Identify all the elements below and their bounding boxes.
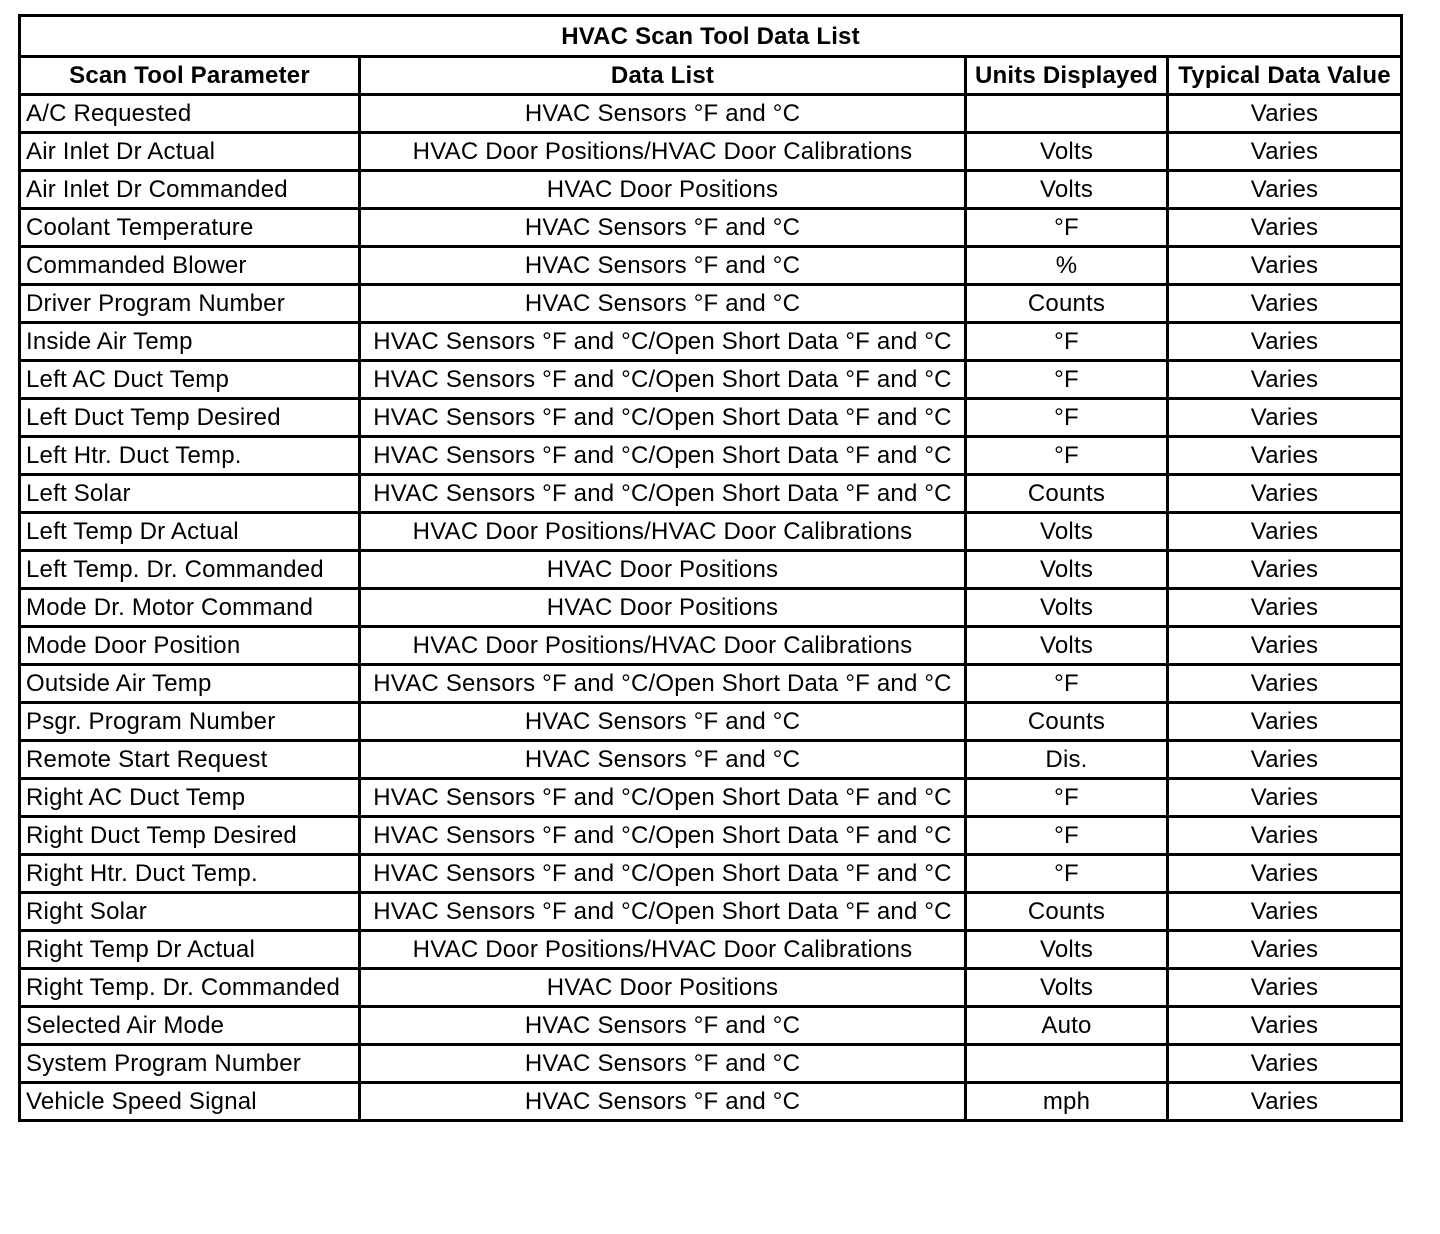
units-cell: Auto bbox=[966, 1007, 1168, 1045]
table-row bbox=[20, 931, 1402, 969]
parameter-cell: Right Temp. Dr. Commanded bbox=[20, 969, 360, 1007]
data-list-cell: HVAC Door Positions bbox=[360, 551, 966, 589]
parameter-cell: Air Inlet Dr Actual bbox=[20, 133, 360, 171]
units-cell bbox=[966, 1045, 1168, 1083]
table-row bbox=[20, 285, 1402, 323]
typical-value-cell: Varies bbox=[1168, 513, 1402, 551]
typical-value-cell: Varies bbox=[1168, 361, 1402, 399]
units-cell: °F bbox=[966, 323, 1168, 361]
units-cell: Volts bbox=[966, 133, 1168, 171]
typical-value-cell: Varies bbox=[1168, 1045, 1402, 1083]
table-row bbox=[20, 133, 1402, 171]
data-list-cell: HVAC Door Positions bbox=[360, 969, 966, 1007]
units-cell: Volts bbox=[966, 627, 1168, 665]
units-cell: Dis. bbox=[966, 741, 1168, 779]
typical-value-cell: Varies bbox=[1168, 931, 1402, 969]
parameter-cell: Left AC Duct Temp bbox=[20, 361, 360, 399]
typical-value-cell: Varies bbox=[1168, 247, 1402, 285]
data-list-cell: HVAC Sensors °F and °C bbox=[360, 741, 966, 779]
table-row bbox=[20, 893, 1402, 931]
parameter-cell: A/C Requested bbox=[20, 95, 360, 133]
data-list-cell: HVAC Sensors °F and °C bbox=[360, 247, 966, 285]
units-cell: °F bbox=[966, 855, 1168, 893]
parameter-cell: Right Temp Dr Actual bbox=[20, 931, 360, 969]
parameter-cell: Right Htr. Duct Temp. bbox=[20, 855, 360, 893]
table-row bbox=[20, 969, 1402, 1007]
data-list-cell: HVAC Door Positions/HVAC Door Calibrations bbox=[360, 931, 966, 969]
typical-value-cell: Varies bbox=[1168, 475, 1402, 513]
table-row bbox=[20, 399, 1402, 437]
table-row bbox=[20, 665, 1402, 703]
typical-value-cell: Varies bbox=[1168, 703, 1402, 741]
table-row bbox=[20, 627, 1402, 665]
units-cell: °F bbox=[966, 779, 1168, 817]
table-row bbox=[20, 209, 1402, 247]
typical-value-cell: Varies bbox=[1168, 437, 1402, 475]
units-cell: Volts bbox=[966, 513, 1168, 551]
table-row bbox=[20, 779, 1402, 817]
data-list-cell: HVAC Sensors °F and °C bbox=[360, 1083, 966, 1121]
data-list-cell: HVAC Door Positions/HVAC Door Calibrations bbox=[360, 133, 966, 171]
typical-value-cell: Varies bbox=[1168, 323, 1402, 361]
data-list-cell: HVAC Sensors °F and °C/Open Short Data °F and °C bbox=[360, 817, 966, 855]
typical-value-cell: Varies bbox=[1168, 969, 1402, 1007]
table-row bbox=[20, 551, 1402, 589]
units-cell: °F bbox=[966, 817, 1168, 855]
table-row bbox=[20, 1083, 1402, 1121]
parameter-cell: Left Solar bbox=[20, 475, 360, 513]
table-row bbox=[20, 171, 1402, 209]
typical-value-cell: Varies bbox=[1168, 209, 1402, 247]
title-row bbox=[20, 16, 1402, 57]
typical-value-cell: Varies bbox=[1168, 171, 1402, 209]
typical-value-cell: Varies bbox=[1168, 95, 1402, 133]
typical-value-cell: Varies bbox=[1168, 779, 1402, 817]
data-list-cell: HVAC Sensors °F and °C bbox=[360, 209, 966, 247]
typical-value-cell: Varies bbox=[1168, 285, 1402, 323]
hvac-scan-tool-table bbox=[18, 14, 1403, 1122]
data-table-container bbox=[18, 14, 1400, 1122]
parameter-cell: Air Inlet Dr Commanded bbox=[20, 171, 360, 209]
typical-value-cell: Varies bbox=[1168, 627, 1402, 665]
table-body bbox=[20, 95, 1402, 1121]
data-list-cell: HVAC Sensors °F and °C bbox=[360, 1007, 966, 1045]
units-cell: °F bbox=[966, 665, 1168, 703]
parameter-cell: Outside Air Temp bbox=[20, 665, 360, 703]
typical-value-cell: Varies bbox=[1168, 817, 1402, 855]
units-cell: Counts bbox=[966, 703, 1168, 741]
data-list-cell: HVAC Sensors °F and °C/Open Short Data °F and °C bbox=[360, 893, 966, 931]
data-list-cell: HVAC Sensors °F and °C/Open Short Data °F and °C bbox=[360, 361, 966, 399]
typical-value-cell: Varies bbox=[1168, 1007, 1402, 1045]
table-row bbox=[20, 741, 1402, 779]
header-row bbox=[20, 57, 1402, 95]
data-list-cell: HVAC Sensors °F and °C bbox=[360, 285, 966, 323]
parameter-cell: Psgr. Program Number bbox=[20, 703, 360, 741]
table-row bbox=[20, 817, 1402, 855]
parameter-cell: Left Duct Temp Desired bbox=[20, 399, 360, 437]
units-cell: °F bbox=[966, 437, 1168, 475]
units-cell: °F bbox=[966, 361, 1168, 399]
units-cell: °F bbox=[966, 209, 1168, 247]
typical-value-cell: Varies bbox=[1168, 133, 1402, 171]
column-header-parameter: Scan Tool Parameter bbox=[20, 57, 360, 95]
data-list-cell: HVAC Sensors °F and °C bbox=[360, 95, 966, 133]
data-list-cell: HVAC Sensors °F and °C/Open Short Data °F and °C bbox=[360, 323, 966, 361]
data-list-cell: HVAC Door Positions bbox=[360, 589, 966, 627]
units-cell: Volts bbox=[966, 589, 1168, 627]
parameter-cell: Selected Air Mode bbox=[20, 1007, 360, 1045]
table-row bbox=[20, 855, 1402, 893]
data-list-cell: HVAC Sensors °F and °C/Open Short Data °F and °C bbox=[360, 665, 966, 703]
units-cell: Counts bbox=[966, 285, 1168, 323]
data-list-cell: HVAC Sensors °F and °C/Open Short Data °F and °C bbox=[360, 779, 966, 817]
data-list-cell: HVAC Sensors °F and °C/Open Short Data °F and °C bbox=[360, 399, 966, 437]
parameter-cell: Coolant Temperature bbox=[20, 209, 360, 247]
data-list-cell: HVAC Sensors °F and °C/Open Short Data °F and °C bbox=[360, 475, 966, 513]
parameter-cell: Mode Dr. Motor Command bbox=[20, 589, 360, 627]
parameter-cell: Left Htr. Duct Temp. bbox=[20, 437, 360, 475]
units-cell: Counts bbox=[966, 893, 1168, 931]
table-row bbox=[20, 1045, 1402, 1083]
units-cell: Volts bbox=[966, 931, 1168, 969]
parameter-cell: Right Duct Temp Desired bbox=[20, 817, 360, 855]
units-cell: % bbox=[966, 247, 1168, 285]
units-cell: Volts bbox=[966, 171, 1168, 209]
typical-value-cell: Varies bbox=[1168, 741, 1402, 779]
typical-value-cell: Varies bbox=[1168, 1083, 1402, 1121]
units-cell: mph bbox=[966, 1083, 1168, 1121]
data-list-cell: HVAC Door Positions/HVAC Door Calibrations bbox=[360, 627, 966, 665]
data-list-cell: HVAC Sensors °F and °C bbox=[360, 1045, 966, 1083]
table-row bbox=[20, 589, 1402, 627]
parameter-cell: Right AC Duct Temp bbox=[20, 779, 360, 817]
table-row bbox=[20, 703, 1402, 741]
table-row bbox=[20, 475, 1402, 513]
table-row bbox=[20, 247, 1402, 285]
typical-value-cell: Varies bbox=[1168, 551, 1402, 589]
column-header-units: Units Displayed bbox=[966, 57, 1168, 95]
typical-value-cell: Varies bbox=[1168, 399, 1402, 437]
parameter-cell: Remote Start Request bbox=[20, 741, 360, 779]
parameter-cell: Inside Air Temp bbox=[20, 323, 360, 361]
table-row bbox=[20, 95, 1402, 133]
parameter-cell: Left Temp Dr Actual bbox=[20, 513, 360, 551]
table-row bbox=[20, 1007, 1402, 1045]
data-list-cell: HVAC Door Positions/HVAC Door Calibrations bbox=[360, 513, 966, 551]
parameter-cell: Vehicle Speed Signal bbox=[20, 1083, 360, 1121]
parameter-cell: Right Solar bbox=[20, 893, 360, 931]
table-title: HVAC Scan Tool Data List bbox=[20, 16, 1402, 57]
typical-value-cell: Varies bbox=[1168, 893, 1402, 931]
data-list-cell: HVAC Sensors °F and °C bbox=[360, 703, 966, 741]
units-cell: Volts bbox=[966, 551, 1168, 589]
parameter-cell: Commanded Blower bbox=[20, 247, 360, 285]
units-cell: Counts bbox=[966, 475, 1168, 513]
table-row bbox=[20, 437, 1402, 475]
table-row bbox=[20, 361, 1402, 399]
data-list-cell: HVAC Door Positions bbox=[360, 171, 966, 209]
typical-value-cell: Varies bbox=[1168, 855, 1402, 893]
units-cell: °F bbox=[966, 399, 1168, 437]
parameter-cell: Mode Door Position bbox=[20, 627, 360, 665]
parameter-cell: Driver Program Number bbox=[20, 285, 360, 323]
table-row bbox=[20, 323, 1402, 361]
parameter-cell: Left Temp. Dr. Commanded bbox=[20, 551, 360, 589]
typical-value-cell: Varies bbox=[1168, 589, 1402, 627]
column-header-data-list: Data List bbox=[360, 57, 966, 95]
units-cell: Volts bbox=[966, 969, 1168, 1007]
column-header-typical-value: Typical Data Value bbox=[1168, 57, 1402, 95]
table-row bbox=[20, 513, 1402, 551]
data-list-cell: HVAC Sensors °F and °C/Open Short Data °F and °C bbox=[360, 855, 966, 893]
parameter-cell: System Program Number bbox=[20, 1045, 360, 1083]
typical-value-cell: Varies bbox=[1168, 665, 1402, 703]
units-cell bbox=[966, 95, 1168, 133]
data-list-cell: HVAC Sensors °F and °C/Open Short Data °F and °C bbox=[360, 437, 966, 475]
